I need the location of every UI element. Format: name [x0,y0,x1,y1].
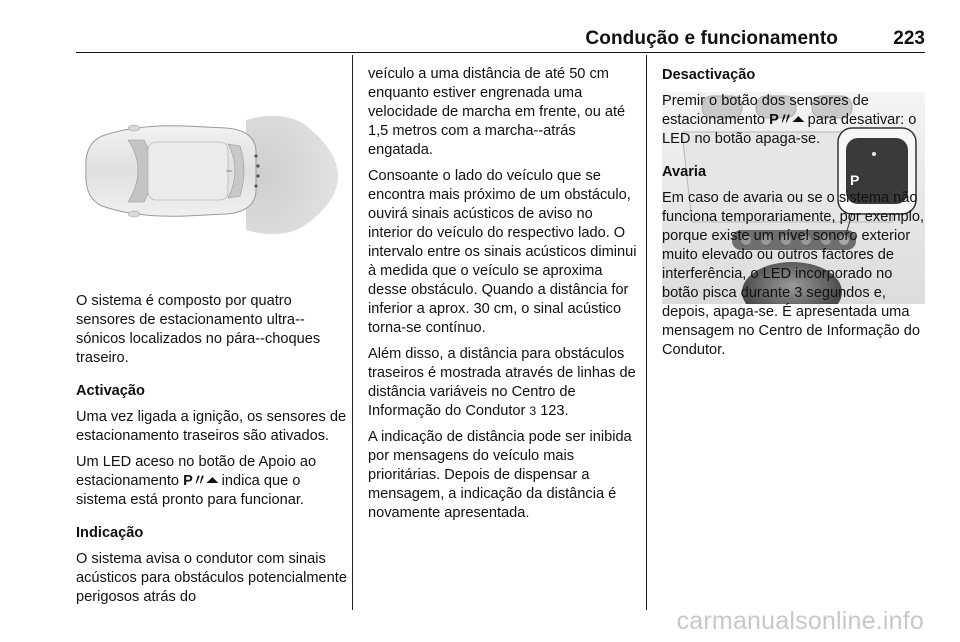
activation-paragraph-2: Um LED aceso no botão de Apoio ao estacionamento P〃⏶ indica que o sistema está pronto para funcionar. [76,454,317,508]
fault-paragraph: Em caso de avaria ou se o sistema não funciona temporariamente, por exemplo, porque existe um nível sonoro exterior muito elevado ou outros factores de interferência, o LED incorporado no botão pisca durante 3 segundos e, depois, apaga-se. É apresentada uma mensagem no Centro de Informação do Condutor. [662,190,925,358]
distance-paragraph: veículo a uma distância de até 50 cm enquanto estiver engrenada uma velocidade de marcha em frente, ou até 1,5 metros com a marcha--atrás engatada. [368,66,626,158]
chapter-title: Condução e funcionamento [585,28,838,49]
watermark: carmanualsonline.info [676,607,924,635]
car-sensor-illustration [76,58,339,276]
indication-paragraph-1: O sistema avisa o condutor com sinais acústicos para obstáculos potencialmente perigosos atrás do [76,551,347,605]
column-2 [368,65,638,530]
column-1 [76,292,351,614]
car-topview-svg [76,58,339,276]
park-assist-icon: P〃⏶ [183,473,218,489]
column-divider-2 [646,55,647,610]
deactivation-heading: Desactivação [662,67,756,83]
fault-heading: Avaria [662,164,707,180]
intro-paragraph: O sistema é composto por quatro sensores de estacionamento ultra--sónicos localizados no pára--choques traseiro. [76,293,321,366]
activation-heading: Activação [76,383,145,399]
page-ref-link[interactable]: 123 [540,403,565,419]
deactivation-paragraph: Premir o botão dos sensores de estacionamento P〃⏶ para desativar: o LED no botão apaga-se. [662,93,917,147]
park-assist-icon-2: P〃⏶ [769,112,804,128]
page-number: 223 [893,28,925,49]
header-rule [76,52,925,53]
indication-heading: Indicação [76,525,144,541]
acoustic-paragraph: Consoante o lado do veículo que se encontra mais próximo de um obstáculo, ouvirá sinais acústicos de aviso no interior do veículo do respectivo lado. O intervalo entre os sinais acústicos diminui à medida que o veículo se aproxima desse obstáculo. Quando a distância for inferior a aprox. 30 cm, o sinal acústico torna-se contínuo. [368,168,637,336]
display-paragraph: Além disso, a distância para obstáculos traseiros é mostrada através de linhas de distância variáveis no Centro de Informação do Condutor 3 123. [368,346,636,419]
activation-paragraph-1: Uma vez ligada a ignição, os sensores de estacionamento traseiros são ativados. [76,409,347,444]
column-3 [662,66,927,367]
page-ref-arrow-icon: 3 [529,404,537,418]
console-button-label: P [850,172,860,188]
column-divider-1 [352,55,353,610]
inhibit-paragraph: A indicação de distância pode ser inibida por mensagens do veículo mais prioritárias. Depois de dispensar a mensagem, a indicação da distância é novamente apresentada. [368,429,632,521]
